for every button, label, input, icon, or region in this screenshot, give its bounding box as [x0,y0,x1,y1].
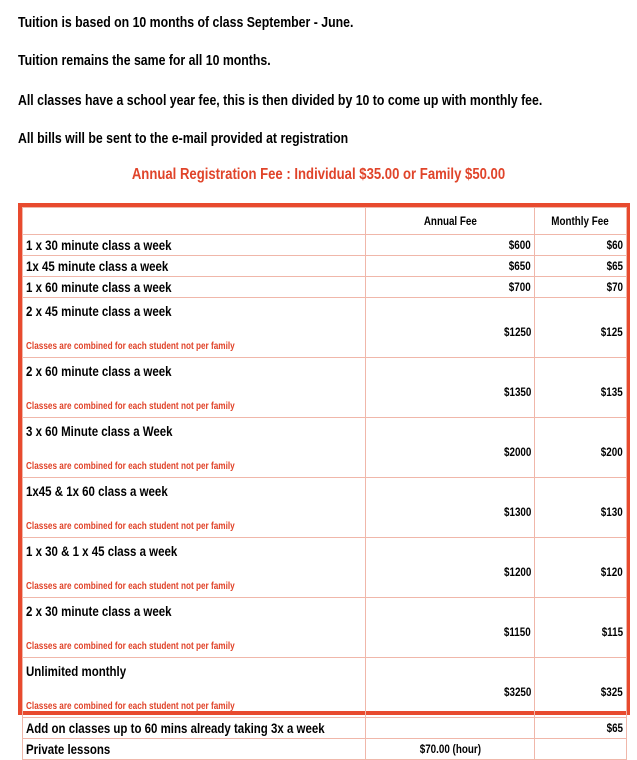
annual-fee-cell [366,739,535,760]
monthly-fee: $65 [606,259,623,273]
annual-fee-cell [366,358,535,418]
intro-line-4: All bills will be sent to the e-mail provided at registration [18,130,349,147]
monthly-fee-cell [535,538,627,598]
table-row [23,478,627,538]
fee-table-frame [18,203,630,757]
class-name-cell [23,358,366,418]
class-name-cell [23,298,366,358]
intro-line-1: Tuition is based on 10 months of class September - June. [18,14,354,31]
monthly-fee-cell [535,739,627,760]
annual-fee-cell [366,538,535,598]
registration-fee-heading: Annual Registration Fee : Individual $35.00 or Family $50.00 [131,166,506,183]
class-name: Add on classes up to 60 mins already taking 3x a week [26,720,325,736]
class-name: 2 x 60 minute class a week [26,363,172,379]
monthly-fee: $135 [601,384,623,399]
table-header-row [23,208,627,235]
class-name-cell [23,418,366,478]
annual-fee: $3250 [503,684,531,699]
class-name-cell [23,598,366,658]
table-row [23,298,627,358]
monthly-fee-cell [535,418,627,478]
combined-note: Classes are combined for each student not per family [26,401,235,412]
annual-fee: $1350 [503,384,531,399]
class-name: 1x 45 minute class a week [26,258,169,274]
class-name-cell [23,739,366,760]
annual-fee-cell [366,256,535,277]
monthly-fee-cell [535,358,627,418]
monthly-fee-cell [535,598,627,658]
annual-fee-cell [366,298,535,358]
class-name: 1 x 60 minute class a week [26,279,172,295]
annual-fee-cell [366,718,535,739]
annual-fee-cell [366,235,535,256]
combined-note: Classes are combined for each student not per family [26,341,235,352]
class-name: 1 x 30 & 1 x 45 class a week [26,543,178,559]
annual-fee-cell [366,478,535,538]
combined-note: Classes are combined for each student not per family [26,701,235,712]
table-row [23,718,627,739]
annual-fee: $600 [509,238,531,252]
annual-fee: $2000 [503,444,531,459]
table-row [23,418,627,478]
annual-fee: $1200 [503,564,531,579]
monthly-fee: $70 [606,280,623,294]
class-name-cell [23,658,366,718]
annual-fee: $650 [509,259,531,273]
intro-line-2: Tuition remains the same for all 10 months. [18,52,271,69]
table-row [23,598,627,658]
table-row [23,538,627,598]
class-name-cell [23,256,366,277]
monthly-fee: $130 [601,504,623,519]
intro-line-3: All classes have a school year fee, this is then divided by 10 to come up with monthly fee. [18,92,543,109]
header-class [23,208,366,235]
header-annual-fee: Annual Fee [366,208,535,235]
monthly-fee: $120 [601,564,623,579]
monthly-fee-cell [535,478,627,538]
class-name: 2 x 45 minute class a week [26,303,172,319]
annual-fee: $1300 [503,504,531,519]
annual-fee: $70.00 (hour) [419,742,481,756]
monthly-fee-cell [535,718,627,739]
annual-fee: $1250 [503,324,531,339]
table-row [23,235,627,256]
combined-note: Classes are combined for each student not per family [26,581,235,592]
monthly-fee-cell [535,277,627,298]
class-name: Unlimited monthly [26,663,127,679]
monthly-fee: $60 [606,238,623,252]
class-name: 3 x 60 Minute class a Week [26,423,173,439]
fee-table-body [23,235,627,760]
table-row [23,658,627,718]
monthly-fee: $65 [606,721,623,735]
table-row [23,358,627,418]
table-row [23,739,627,760]
annual-fee-cell [366,277,535,298]
annual-fee-cell [366,598,535,658]
class-name: Private lessons [26,741,111,757]
monthly-fee: $325 [601,684,623,699]
class-name: 2 x 30 minute class a week [26,603,172,619]
monthly-fee-cell [535,658,627,718]
class-name-cell [23,277,366,298]
combined-note: Classes are combined for each student not per family [26,641,235,652]
class-name-cell [23,235,366,256]
annual-fee-cell [366,658,535,718]
class-name-cell [23,718,366,739]
monthly-fee-cell [535,235,627,256]
combined-note: Classes are combined for each student not per family [26,521,235,532]
header-monthly-fee: Monthly Fee [535,208,627,235]
annual-fee-cell [366,418,535,478]
combined-note: Classes are combined for each student not per family [26,461,235,472]
annual-fee: $1150 [504,624,531,639]
fee-table [22,207,627,760]
monthly-fee-cell [535,298,627,358]
class-name: 1 x 30 minute class a week [26,237,172,253]
table-row [23,277,627,298]
monthly-fee: $200 [601,444,623,459]
annual-fee: $700 [509,280,531,294]
class-name: 1x45 & 1x 60 class a week [26,483,168,499]
class-name-cell [23,478,366,538]
monthly-fee-cell [535,256,627,277]
monthly-fee: $115 [601,624,623,639]
monthly-fee: $125 [601,324,623,339]
table-row [23,256,627,277]
class-name-cell [23,538,366,598]
